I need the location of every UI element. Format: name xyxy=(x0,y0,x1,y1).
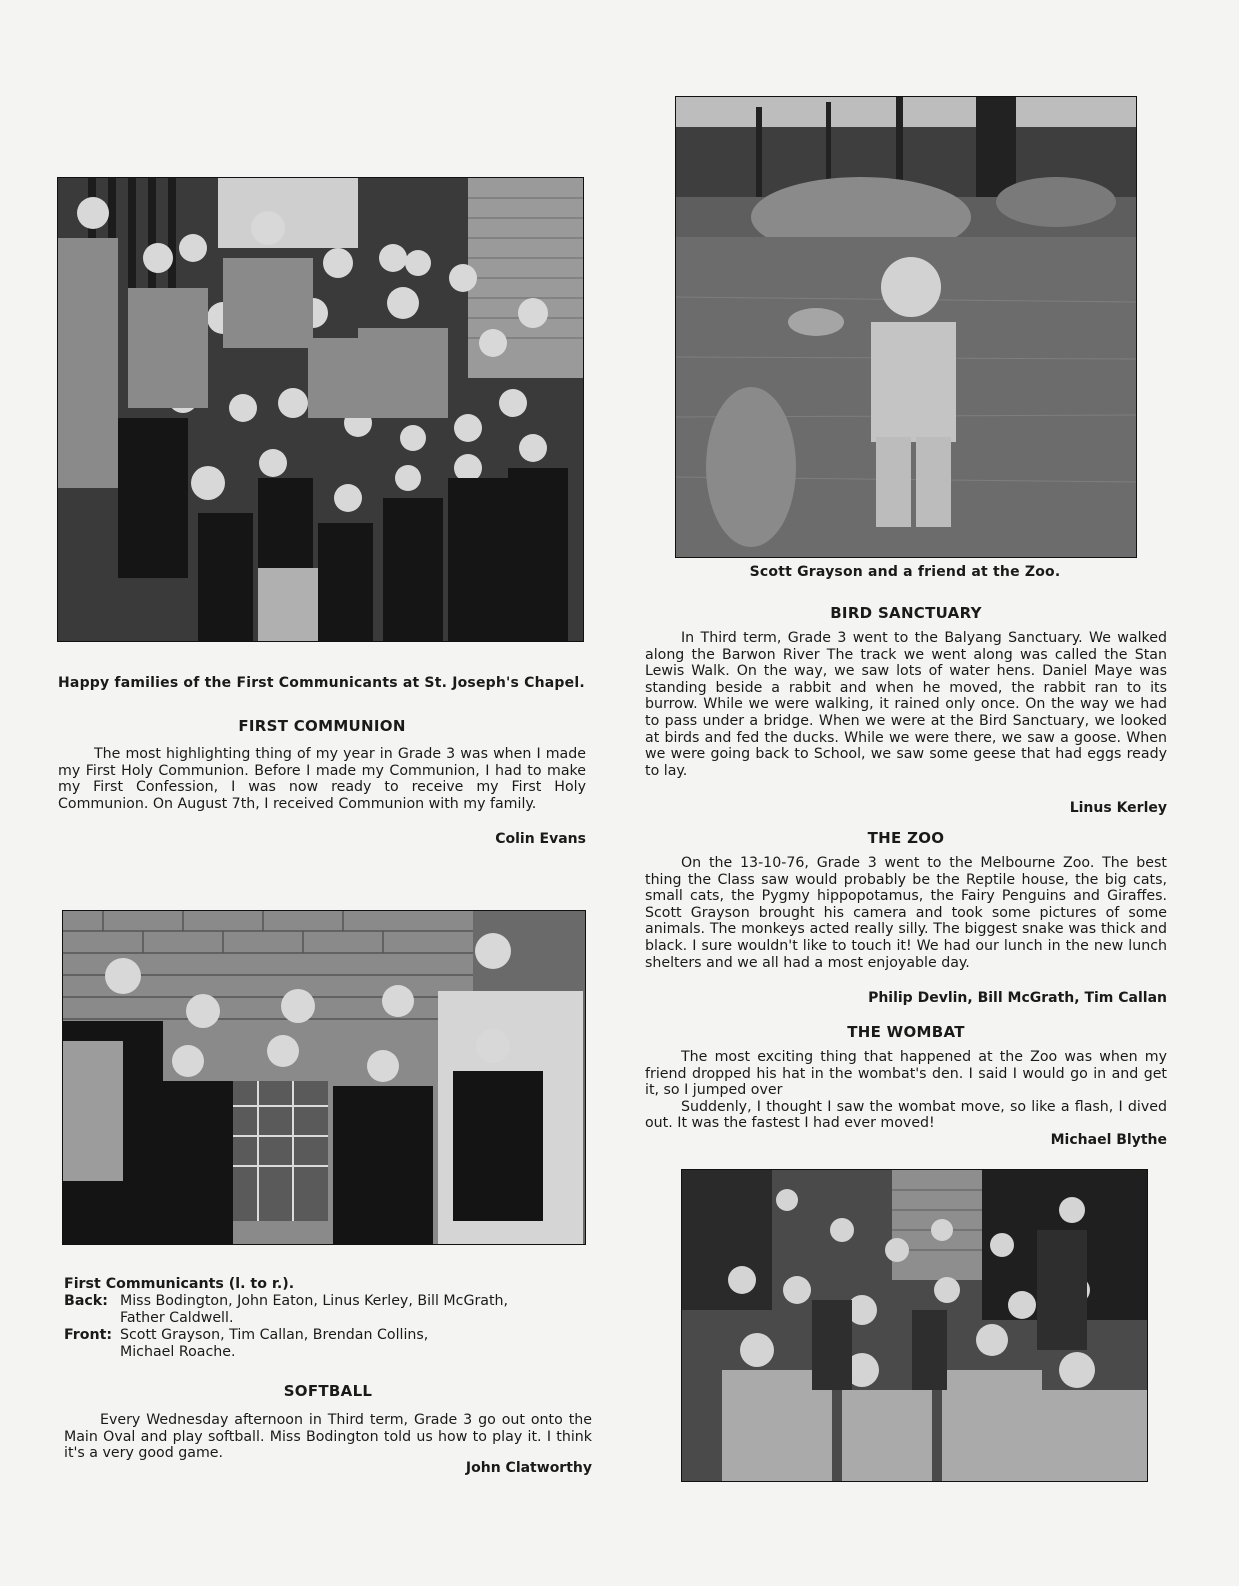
the-wombat-body xyxy=(645,1049,1167,1132)
zoo-photo-boy-kangaroo-icon xyxy=(676,97,1136,557)
back-names-2: Father Caldwell. xyxy=(120,1310,234,1326)
first-communion-heading: FIRST COMMUNION xyxy=(238,717,406,735)
the-zoo-body xyxy=(645,855,1167,971)
softball-paragraph: Every Wednesday afternoon in Third term, Grade 3 go out onto the Main Oval and play softball. Miss Bodington told us how to play it. I think it's a very good game. xyxy=(64,1412,592,1462)
the-wombat-heading: THE WOMBAT xyxy=(847,1023,965,1041)
spacer xyxy=(64,1344,120,1361)
photo-first-communicants xyxy=(62,910,586,1245)
photo2-caption-title: First Communicants (l. to r.). xyxy=(64,1276,295,1292)
photo3-caption: Scott Grayson and a friend at the Zoo. xyxy=(749,564,1061,580)
bird-sanctuary-author: Linus Kerley xyxy=(1069,800,1167,816)
the-wombat-author: Michael Blythe xyxy=(1050,1132,1167,1148)
group-photo-children-picnic-icon xyxy=(682,1170,1147,1481)
front-names-2: Michael Roache. xyxy=(120,1344,236,1360)
softball-body xyxy=(64,1412,592,1462)
bird-sanctuary-body xyxy=(645,630,1167,779)
photo-children-picnic xyxy=(681,1169,1148,1482)
the-wombat-paragraph-1: The most exciting thing that happened at the Zoo was when my friend dropped his hat in the wombat's den. I said I would go in and get it, so I jumped over xyxy=(645,1049,1167,1099)
photo2-caption-back-row xyxy=(64,1293,594,1310)
first-communion-body xyxy=(58,746,586,812)
photo2-caption xyxy=(64,1276,594,1361)
photo-scott-grayson-zoo xyxy=(675,96,1137,558)
softball-author: John Clatworthy xyxy=(465,1460,592,1476)
group-photo-communicants-icon xyxy=(63,911,585,1244)
photo1-caption: Happy families of the First Communicants at St. Joseph's Chapel. xyxy=(58,675,585,691)
the-zoo-heading: THE ZOO xyxy=(867,829,945,847)
front-names-1: Scott Grayson, Tim Callan, Brendan Collins, xyxy=(120,1327,429,1343)
softball-heading: SOFTBALL xyxy=(283,1382,373,1400)
photo2-caption-front-row xyxy=(64,1327,594,1344)
the-zoo-author: Philip Devlin, Bill McGrath, Tim Callan xyxy=(868,990,1167,1006)
back-label: Back: xyxy=(64,1293,108,1309)
the-zoo-paragraph: On the 13-10-76, Grade 3 went to the Melbourne Zoo. The best thing the Class saw would probably be the Reptile house, the big cats, small cats, the Pygmy hippopotamus, the Fairy Penguins and Giraffes. Scott Grayson brought his camera and took some pictures of some animals. The monkeys acted really silly. The biggest snake was thick and black. I sure wouldn't like to touch it! We had our lunch in the new lunch shelters and we all had a most enjoyable day. xyxy=(645,855,1167,971)
group-photo-families-icon xyxy=(58,178,583,641)
photo2-caption-front-row-2 xyxy=(64,1344,594,1361)
photo2-caption-back-row-2 xyxy=(64,1310,594,1327)
front-label: Front: xyxy=(64,1327,113,1343)
first-communion-paragraph: The most highlighting thing of my year in Grade 3 was when I made my First Holy Communion. Before I made my Communion, I had to make my First Confession, I was now ready to receive my First Holy Communion. On August 7th, I received Communion with my family. xyxy=(58,746,586,812)
first-communion-author: Colin Evans xyxy=(495,831,586,847)
back-names-1: Miss Bodington, John Eaton, Linus Kerley, Bill McGrath, xyxy=(120,1293,509,1309)
spacer xyxy=(64,1310,120,1327)
the-wombat-paragraph-2: Suddenly, I thought I saw the wombat move, so like a flash, I dived out. It was the fastest I had ever moved! xyxy=(645,1098,1167,1132)
bird-sanctuary-paragraph: In Third term, Grade 3 went to the Balyang Sanctuary. We walked along the Barwon River The track we went along was called the Stan Lewis Walk. On the way, we saw lots of water hens. Daniel Maye was standing beside a rabbit and when he moved, the rabbit ran to its burrow. While we were walking, it rained only once. On the way we had to pass under a bridge. When we were at the Bird Sanctuary, we looked at birds and fed the ducks. While we were there, we saw a goose. When we were going back to School, we saw some geese that had eggs ready to lay. xyxy=(645,630,1167,779)
bird-sanctuary-heading: BIRD SANCTUARY xyxy=(830,604,982,622)
photo-first-communicant-families xyxy=(57,177,584,642)
